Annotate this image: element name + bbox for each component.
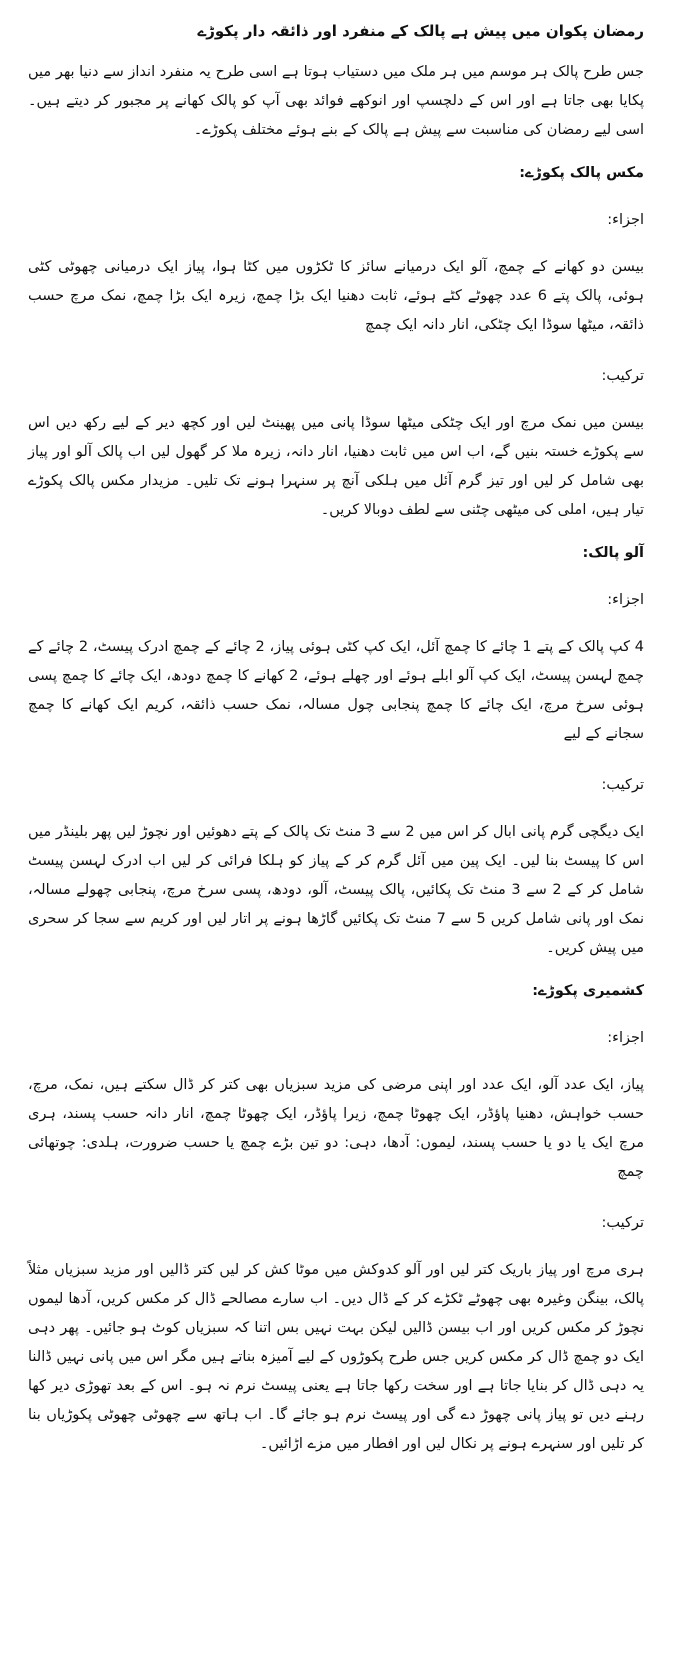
ingredients-text: بیسن دو کھانے کے چمچ، آلو ایک درمیانے سائز کا ٹکڑوں میں کٹا ہوا، پیاز ایک درمیانی چھوٹی کٹی ہوئی، پالک پتے 6 عدد چھوٹے کٹے ہوئے، ثابت دھنیا ایک بڑا چمچ، زیرہ ایک بڑا چمچ، نمک مرچ حسب ذائقہ، میٹھا سوڈا ایک چٹکی، انار دانہ ایک چمچ bbox=[28, 259, 645, 333]
method-label: ترکیب: bbox=[601, 1215, 644, 1231]
recipe-mix-palak-pakore bbox=[28, 159, 644, 525]
ingredients-label: اجزاء: bbox=[607, 1030, 644, 1046]
ingredients-label: اجزاء: bbox=[607, 212, 644, 228]
method-text: بیسن میں نمک مرچ اور ایک چٹکی میٹھا سوڈا پانی میں پھینٹ لیں اور کچھ دیر کے لیے رکھ دیں اس سے پکوڑے خستہ بنیں گے، اب اس میں ثابت دھنیا، انار دانہ، زیرہ ملا کر گھول لیں اب پالک آلو اور پیاز بھی شامل کر لیں اور تیز گرم آئل میں ہلکی آنچ پر سنہرا ہونے تک تلیں۔ مزیدار مکس پالک پکوڑے تیار ہیں، املی کی میٹھی چٹنی سے لطف دوبالا کریں۔ bbox=[28, 415, 644, 518]
recipe-name: مکس پالک پکوڑے: bbox=[519, 165, 644, 181]
recipe-aloo-palak bbox=[28, 539, 644, 963]
ingredients-text: پیاز، ایک عدد آلو، ایک عدد اور اپنی مرضی کی مزید سبزیاں بھی کتر کر ڈال سکتے ہیں، نمک، مرچ، حسب خواہش، دھنیا پاؤڈر، ایک چھوٹا چمچ، زیرا پاؤڈر، ایک چھوٹا چمچ، انار دانہ حسب پسند، ہری مرچ ایک یا دو یا حسب پسند، لیموں: آدھا، دہی: دو تین بڑے چمچ یا حسب ضرورت، ہلدی: چوتھائی چمچ bbox=[28, 1077, 644, 1180]
article-intro: جس طرح پالک ہر موسم میں ہر ملک میں دستیاب ہوتا ہے اسی طرح یہ منفرد انداز سے دنیا بھر میں پکایا بھی جاتا ہے اور اس کے دلچسپ اور انوکھے فوائد بھی آپ کو پالک کھانے پر مجبور کر دیتے ہیں۔ اسی لیے رمضان کی مناسبت سے پیش ہے پالک کے بنے ہوئے مختلف پکوڑے۔ bbox=[28, 64, 644, 138]
method-text: ایک دیگچی گرم پانی ابال کر اس میں 2 سے 3 منٹ تک پالک کے پتے دھوئیں اور نچوڑ لیں پھر بلینڈر میں اس کا پیسٹ بنا لیں۔ ایک پین میں آئل گرم کر کے پیاز کو ہلکا فرائی کر لیں اب ادرک لہسن پیسٹ شامل کر کے 2 سے 3 منٹ تک پکائیں، پالک پیسٹ، آلو، دودھ، پسی سرخ مرچ، پنجابی چھولے مسالہ، نمک اور پانی شامل کریں 5 سے 7 منٹ تک پکائیں گاڑھا ہونے پر اتار لیں اور کریم سے سجا کر سحری میں پیش کریں۔ bbox=[28, 824, 644, 956]
ingredients-label: اجزاء: bbox=[607, 592, 644, 608]
recipe-name: کشمیری پکوڑے: bbox=[532, 983, 644, 999]
recipe-kashmiri-pakore bbox=[28, 977, 644, 1459]
recipe-name: آلو پالک: bbox=[582, 545, 644, 561]
method-label: ترکیب: bbox=[601, 368, 644, 384]
ingredients-text: 4 کپ پالک کے پتے 1 چائے کا چمچ آئل، ایک کپ کٹی ہوئی پیاز، 2 چائے کے چمچ ادرک پیسٹ، 2 چائے کے چمچ لہسن پیسٹ، ایک کپ آلو ابلے ہوئے اور چھلے ہوئے، 2 کھانے کا چمچ دودھ، ایک چائے کا چمچ پسی ہوئی سرخ مرچ، ایک چائے کا چمچ پنجابی چول مسالہ، نمک حسب ذائقہ، کریم ایک کھانے کا چمچ سجانے کے لیے bbox=[28, 639, 645, 742]
method-text: ہری مرچ اور پیاز باریک کتر لیں اور آلو کدوکش میں موٹا کش کر لیں کتر ڈالیں اور مزید سبزیاں مثلاً پالک، بینگن وغیرہ بھی چھوٹے ٹکڑے کر کے ڈال دیں۔ اب سارے مصالحے ڈال کر مکس کریں، آدھا لیموں نچوڑ کر مکس کریں اور اب بیسن ڈالیں لیکن بہت نہیں بس اتنا کہ سبزیاں کوٹ ہو جائیں۔ پھر دہی ایک دو چمچ ڈال کر مکس کریں جس طرح پکوڑوں کے لیے آمیزہ بناتے ہیں مگر اس میں پانی نہیں ڈالنا یہ دہی ڈال کر بنایا جاتا ہے اور سخت رکھا جاتا ہے یعنی پیسٹ نرم نہ ہو۔ اس کے بعد تھوڑی دیر کھا رہنے دیں تو پیاز پانی چھوڑ دے گی اور پیسٹ نرم ہو جائے گا۔ اب ہاتھ سے چھوٹی چھوٹی پکوڑیاں بنا کر تلیں اور سنہرے ہونے پر نکال لیں اور افطار میں مزے اڑائیں۔ bbox=[28, 1262, 644, 1452]
method-label: ترکیب: bbox=[601, 777, 644, 793]
article-title: رمضان پکوان میں پیش ہے پالک کے منفرد اور ذائقہ دار پکوڑے bbox=[197, 22, 644, 40]
